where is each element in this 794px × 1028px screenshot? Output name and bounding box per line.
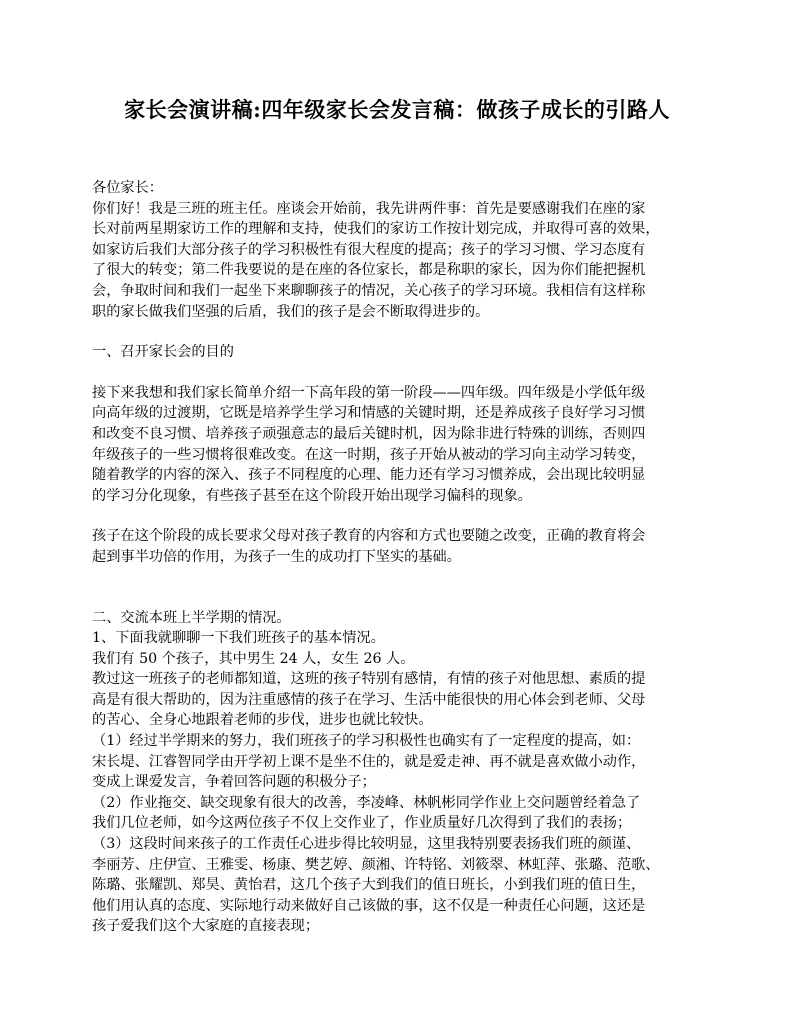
intro-line: 你们好！我是三班的班主任。座谈会开始前，我先讲两件事：首先是要感谢我们在座的家 <box>92 200 646 217</box>
body-line: 教过这一班孩子的老师都知道，这班的孩子特别有感情，有情的孩子对他思想、素质的提 <box>92 671 646 688</box>
body-line: 向高年级的过渡期，它既是培养学生学习和情感的关键时期，还是养成孩子良好学习习惯 <box>92 405 646 422</box>
body-line: 我们有 50 个孩子，其中男生 24 人，女生 26 人。 <box>92 650 415 667</box>
body-line: 高是有很大帮助的，因为注重感情的孩子在学习、生活中能很快的用心体会到老师、父母 <box>92 691 646 708</box>
section2-paragraph <box>92 628 716 937</box>
body-line: 1、下面我就聊聊一下我们班孩子的基本情况。 <box>92 630 385 647</box>
intro-line: 了很大的转变；第二件我要说的是在座的各位家长，都是称职的家长，因为你们能把握机 <box>92 262 646 279</box>
paragraph-spacer <box>92 588 716 608</box>
section-heading: 一、召开家长会的目的 <box>92 344 234 361</box>
body-line: 变成上课爱发言，争着回答问题的积极分子； <box>92 774 376 791</box>
paragraph-spacer <box>92 322 716 342</box>
body-line: 李丽芳、庄伊宣、王雅雯、杨康、樊艺婷、颜湘、许特铭、刘筱翠、林虹萍、张璐、范歌、 <box>92 856 660 873</box>
body-line: 宋长堤、江睿智同学由开学初上课不是坐不住的，就是爱走神、再不就是喜欢做小动作， <box>92 753 646 770</box>
intro-line: 如家访后我们大部分孩子的学习积极性有很大程度的提高；孩子的学习习惯、学习态度有 <box>92 241 646 258</box>
body-line: 陈璐、张耀凯、郑昊、黄怡君，这几个孩子大到我们的值日班长，小到我们班的值日生， <box>92 877 646 894</box>
body-line: （1）经过半学期来的努力，我们班孩子的学习积极性也确实有了一定程度的提高，如： <box>92 733 641 750</box>
body-line: 年级孩子的一些习惯将很难改变。在这一时期，孩子开始从被动的学习向主动学习转变， <box>92 446 646 463</box>
document-body <box>92 178 716 937</box>
paragraph-spacer <box>92 506 716 526</box>
body-line: 起到事半功倍的作用，为孩子一生的成功打下坚实的基础。 <box>92 548 461 565</box>
paragraph-spacer <box>92 363 716 383</box>
body-line: 的学习分化现象，有些孩子甚至在这个阶段开始出现学习偏科的现象。 <box>92 487 532 504</box>
body-line: 孩子爱我们这个大家庭的直接表现； <box>92 918 320 935</box>
paragraph-spacer <box>92 568 716 588</box>
greeting-line: 各位家长： <box>92 180 163 196</box>
body-line: （2）作业拖交、缺交现象有很大的改善，李凌峰、林帆彬同学作业上交问题曾经着急了 <box>92 794 641 811</box>
section1-paragraph-2 <box>92 526 716 567</box>
body-line: 我们几位老师，如今这两位孩子不仅上交作业了，作业质量好几次得到了我们的表扬； <box>92 815 632 832</box>
section2-heading-paragraph <box>92 608 716 629</box>
section1-heading-paragraph <box>92 342 716 363</box>
body-line: 和改变不良习惯、培养孩子顽强意志的最后关键时机，因为除非进行特殊的训练，否则四 <box>92 425 646 442</box>
document-title: 家长会演讲稿:四年级家长会发言稿：做孩子成长的引路人 <box>124 97 670 122</box>
body-line: 他们用认真的态度、实际地行动来做好自己该做的事，这不仅是一种责任心问题，这还是 <box>92 897 646 914</box>
intro-line: 职的家长做我们坚强的后盾，我们的孩子是会不断取得进步的。 <box>92 303 490 320</box>
intro-line: 长对前两星期家访工作的理解和支持，使我们的家访工作按计划完成，并取得可喜的效果， <box>92 221 660 238</box>
body-line: 孩子在这个阶段的成长要求父母对孩子教育的内容和方式也要随之改变，正确的教育将会 <box>92 528 646 545</box>
intro-paragraph <box>92 199 716 323</box>
greeting-paragraph <box>92 178 716 199</box>
body-line: （3）这段时间来孩子的工作责任心进步得比较明显，这里我特别要表扬我们班的颜谨、 <box>92 836 641 853</box>
body-line: 接下来我想和我们家长简单介绍一下高年段的第一阶段——四年级。四年级是小学低年级 <box>92 384 646 401</box>
intro-line: 会，争取时间和我们一起坐下来聊聊孩子的情况，关心孩子的学习环境。我相信有这样称 <box>92 282 646 299</box>
section1-paragraph-1 <box>92 383 716 507</box>
body-line: 随着教学的内容的深入、孩子不同程度的心理、能力还有学习习惯养成，会出现比较明显 <box>92 467 646 484</box>
section-heading: 二、交流本班上半学期的情况。 <box>92 609 291 626</box>
body-line: 的苦心、全身心地跟着老师的步伐，进步也就比较快。 <box>92 712 433 729</box>
